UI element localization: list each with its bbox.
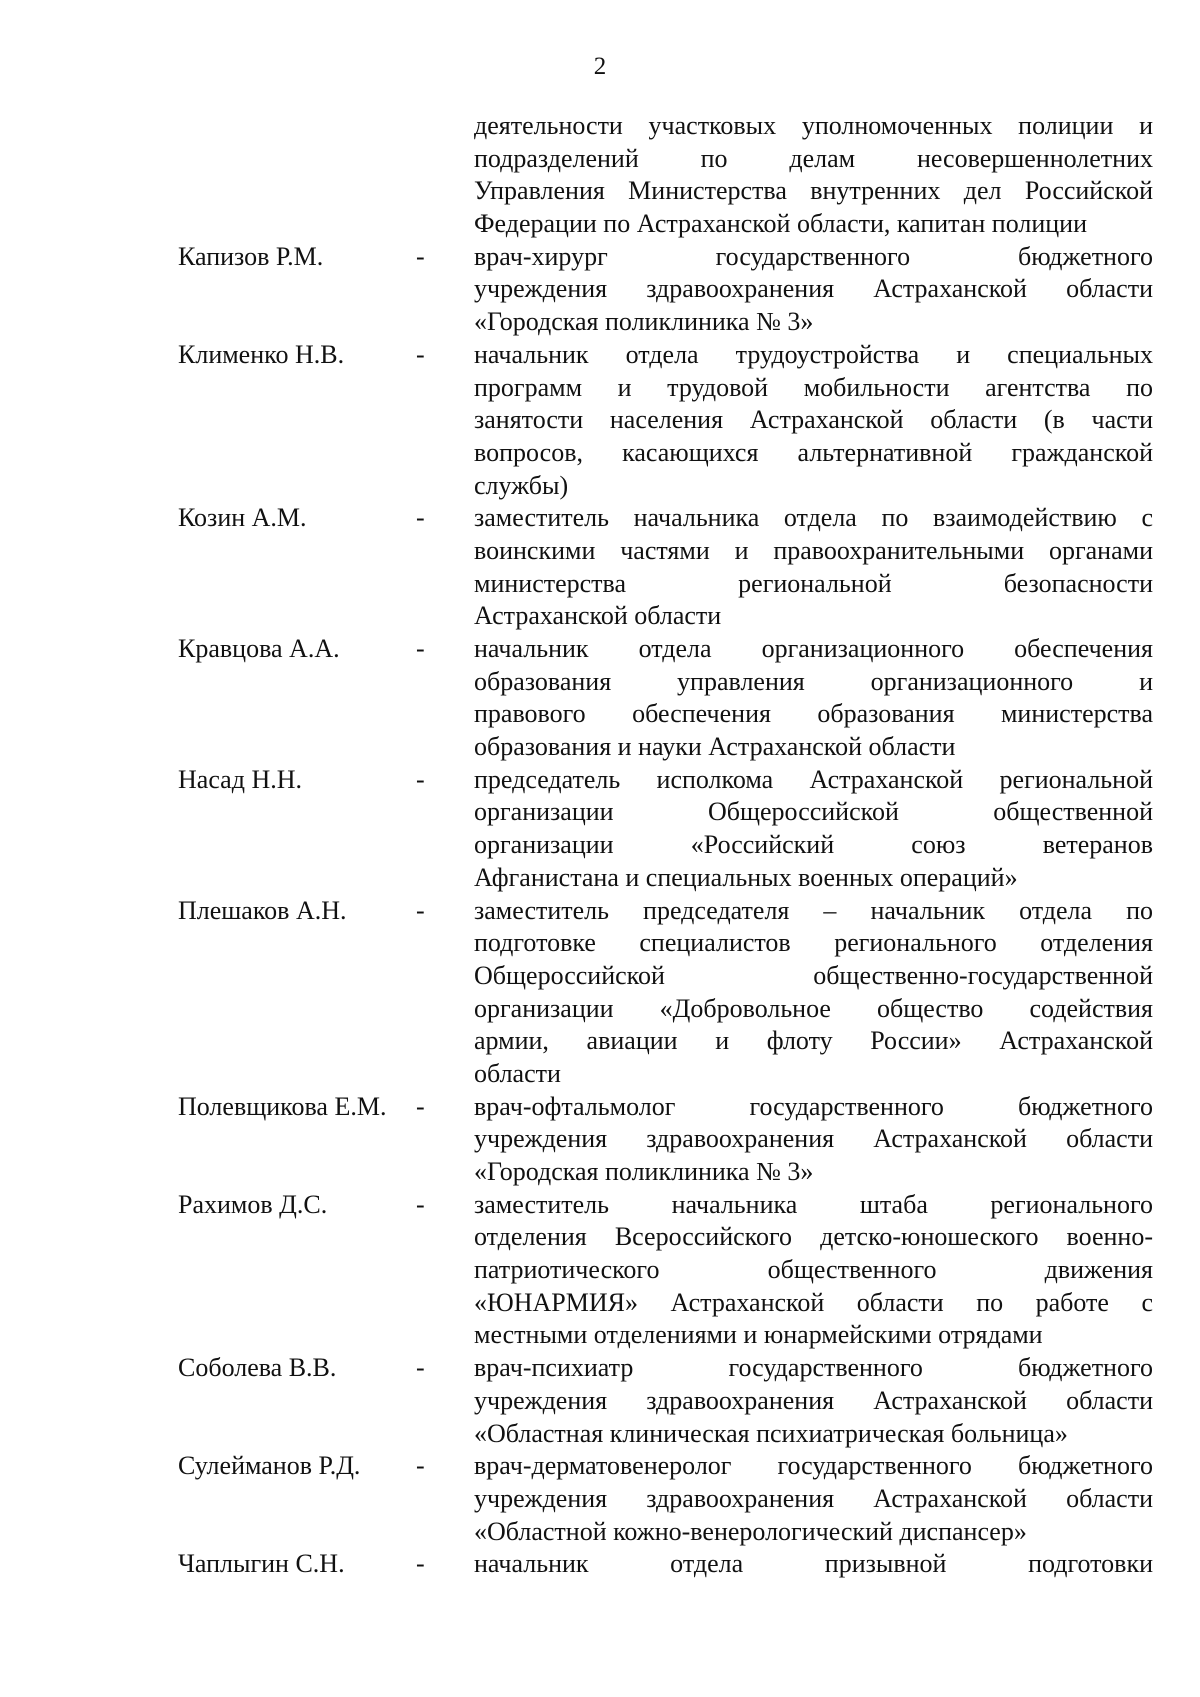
description-line: учреждения здравоохранения Астраханской области: [474, 274, 1153, 304]
continuation-text: [474, 110, 1153, 241]
description-line: начальник отдела трудоустройства и специальных: [474, 339, 1153, 369]
description-line: правового обеспечения образования министерства: [474, 699, 1153, 729]
description-line: организации Общероссийской общественной: [474, 797, 1153, 827]
description-line: заместитель начальника штаба регионального: [474, 1189, 1153, 1219]
description-line: вопросов, касающихся альтернативной гражданской: [474, 437, 1153, 467]
description-line: армии, авиации и флоту России» Астраханской: [474, 1026, 1153, 1056]
description-line: патриотического общественного движения: [474, 1255, 1153, 1285]
dash-separator: -: [416, 1091, 425, 1121]
member-entry: [178, 895, 1153, 1091]
description-line: Астраханской области: [474, 601, 722, 631]
description-line: Афганистана и специальных военных операций»: [474, 862, 1018, 892]
member-entry: [178, 241, 1153, 339]
dash-separator: -: [416, 1549, 425, 1579]
member-entry: [178, 1091, 1153, 1189]
description-line: врач-офтальмолог государственного бюджетного: [474, 1091, 1153, 1121]
description-line: службы): [474, 470, 569, 500]
member-entry: [178, 339, 1153, 502]
member-position: [474, 241, 1153, 339]
description-line: области: [474, 1058, 561, 1088]
member-name: Плешаков А.Н.: [178, 895, 347, 925]
member-position: [474, 633, 1153, 764]
member-entry: [178, 1548, 1153, 1581]
dash-separator: -: [416, 764, 425, 794]
member-position: [474, 895, 1153, 1091]
member-list: [178, 110, 1153, 1581]
dash-separator: -: [416, 1353, 425, 1383]
member-entry: [178, 1352, 1153, 1450]
description-line: учреждения здравоохранения Астраханской области: [474, 1483, 1153, 1513]
description-line: начальник отдела призывной подготовки: [474, 1549, 1153, 1579]
member-name: Кравцова А.А.: [178, 634, 340, 663]
member-name: Клименко Н.В.: [178, 339, 345, 369]
member-position: [474, 1548, 1153, 1581]
page-number: 2: [593, 53, 607, 80]
member-position: [474, 502, 1153, 633]
description-line: отделения Всероссийского детско-юношеского военно-: [474, 1222, 1153, 1252]
description-line: организации «Российский союз ветеранов: [474, 830, 1153, 860]
member-position: [474, 1091, 1153, 1189]
dash-separator: -: [416, 1451, 425, 1481]
description-line: учреждения здравоохранения Астраханской области: [474, 1385, 1153, 1415]
description-line: организации «Добровольное общество содействия: [474, 993, 1153, 1023]
description-line: деятельности участковых уполномоченных полиции и: [474, 111, 1153, 140]
member-name: Козин А.М.: [178, 503, 307, 533]
dash-separator: -: [416, 241, 425, 271]
member-position: [474, 1352, 1153, 1450]
description-line: программ и трудовой мобильности агентства по: [474, 372, 1153, 402]
dash-separator: -: [416, 503, 425, 533]
description-line: «Городская поликлиника № 3»: [474, 307, 814, 337]
dash-separator: -: [416, 895, 425, 925]
description-line: воинскими частями и правоохранительными органами: [474, 535, 1153, 565]
description-line: заместитель председателя – начальник отдела по: [474, 895, 1153, 925]
description-line: «ЮНАРМИЯ» Астраханской области по работе с: [474, 1287, 1153, 1317]
description-line: врач-дерматовенеролог государственного бюджетного: [474, 1451, 1153, 1481]
description-line: председатель исполкома Астраханской региональной: [474, 764, 1153, 794]
entries-list: [178, 241, 1153, 1581]
description-line: министерства региональной безопасности: [474, 568, 1153, 598]
description-line: местными отделениями и юнармейскими отрядами: [474, 1320, 1043, 1350]
description-line: врач-хирург государственного бюджетного: [474, 241, 1153, 271]
description-line: учреждения здравоохранения Астраханской области: [474, 1124, 1153, 1154]
member-position: [474, 764, 1153, 895]
description-line: образования и науки Астраханской области: [474, 732, 956, 762]
dash-separator: -: [416, 1189, 425, 1219]
member-entry: [178, 1189, 1153, 1352]
description-line: «Областная клиническая психиатрическая больница»: [474, 1418, 1068, 1448]
member-name: Полевщикова Е.М.: [178, 1091, 387, 1121]
member-entry: [178, 633, 1153, 764]
description-line: Федерации по Астраханской области, капитан полиции: [474, 209, 1087, 239]
description-line: Общероссийской общественно-государственной: [474, 960, 1153, 990]
description-line: начальник отдела организационного обеспечения: [474, 634, 1153, 663]
member-position: [474, 1450, 1153, 1548]
member-name: Соболева В.В.: [178, 1353, 337, 1383]
member-entry: [178, 1450, 1153, 1548]
member-name: Насад Н.Н.: [178, 764, 302, 794]
member-position: [474, 1189, 1153, 1352]
member-entry: [178, 764, 1153, 895]
member-position: [474, 339, 1153, 502]
description-line: «Областной кожно-венерологический диспансер»: [474, 1516, 1027, 1546]
dash-separator: -: [416, 339, 425, 369]
description-line: врач-психиатр государственного бюджетного: [474, 1353, 1153, 1383]
description-line: заместитель начальника отдела по взаимодействию с: [474, 503, 1153, 533]
dash-separator: -: [416, 634, 425, 663]
member-name: Сулейманов Р.Д.: [178, 1451, 361, 1481]
description-line: подразделений по делам несовершеннолетних: [474, 143, 1153, 173]
member-name: Рахимов Д.С.: [178, 1189, 328, 1219]
member-name: Капизов Р.М.: [178, 241, 324, 271]
description-line: Управления Министерства внутренних дел Российской: [474, 176, 1153, 206]
member-name: Чаплыгин С.Н.: [178, 1549, 345, 1579]
description-line: подготовке специалистов регионального отделения: [474, 928, 1153, 958]
description-line: занятости населения Астраханской области (в части: [474, 405, 1153, 435]
member-entry: [178, 502, 1153, 633]
description-line: «Городская поликлиника № 3»: [474, 1157, 814, 1186]
description-line: образования управления организационного и: [474, 666, 1153, 696]
